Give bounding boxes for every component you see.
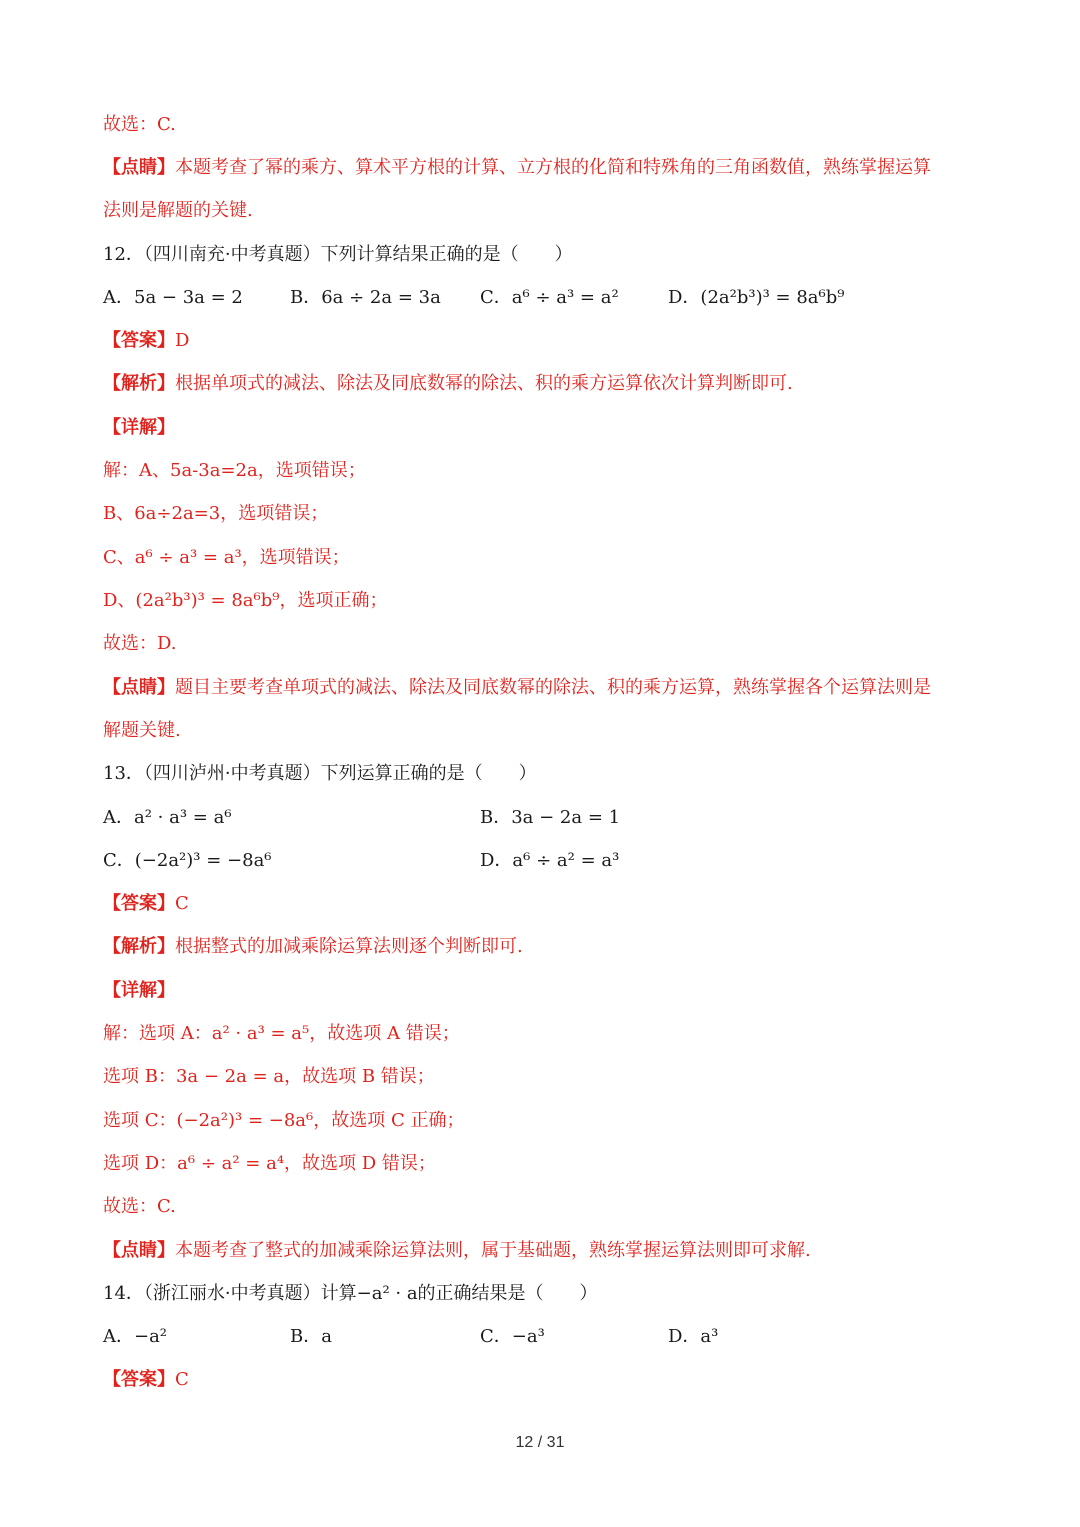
answer-value: C (175, 893, 189, 914)
q13-detail-2: 选项 B：3a − 2a = a，故选项 B 错误； (103, 1066, 435, 1087)
q12-option-b: B．6a ÷ 2a = 3a (290, 287, 441, 308)
q12-choice: 故选：D. (103, 633, 177, 654)
tip-tag: 【点睛】 (103, 157, 175, 178)
q12-detail-2: B、6a÷2a=3，选项错误； (103, 503, 329, 524)
answer-tag: 【答案】 (103, 1369, 175, 1390)
answer-tag: 【答案】 (103, 330, 175, 351)
q12-detail-4: D、(2a²b³)³ = 8a⁶b⁹，选项正确； (103, 590, 388, 611)
q13-detail-1: 解：选项 A：a² · a³ = a⁵，故选项 A 错误； (103, 1023, 460, 1044)
q14-answer (103, 1368, 189, 1392)
q12-tip-line1 (103, 676, 931, 700)
answer-tag: 【答案】 (103, 893, 175, 914)
q12-option-d: D．(2a²b³)³ = 8a⁶b⁹ (668, 287, 845, 308)
q13-stem: 13．（四川泸州·中考真题）下列运算正确的是（ ） (103, 763, 537, 784)
prev-tip-line2: 法则是解题的关键. (103, 200, 253, 221)
page-number: 12 / 31 (515, 1434, 565, 1451)
q13-analysis (103, 935, 523, 959)
answer-value: D (175, 330, 190, 351)
q13-option-d: D．a⁶ ÷ a² = a³ (480, 850, 620, 871)
tip-text: 本题考查了幂的乘方、算术平方根的计算、立方根的化简和特殊角的三角函数值，熟练掌握运算 (175, 157, 931, 178)
q13-option-a: A．a² · a³ = a⁶ (103, 807, 232, 828)
q14-option-d: D．a³ (668, 1326, 719, 1347)
tip-tag: 【点睛】 (103, 1240, 175, 1261)
q12-detail-1: 解：A、5a-3a=2a，选项错误； (103, 460, 366, 481)
tip-text: 本题考查了整式的加减乘除运算法则，属于基础题，熟练掌握运算法则即可求解. (175, 1240, 811, 1261)
q14-stem: 14．（浙江丽水·中考真题）计算−a² · a的正确结果是（ ） (103, 1283, 598, 1304)
q12-tip-line2: 解题关键. (103, 720, 181, 741)
q14-option-c: C．−a³ (480, 1326, 545, 1347)
q12-detail-tag: 【详解】 (103, 417, 175, 438)
prev-tip-line1 (103, 156, 931, 180)
q13-option-c: C．(−2a²)³ = −8a⁶ (103, 850, 272, 871)
analysis-tag: 【解析】 (103, 936, 175, 957)
q13-tip (103, 1239, 811, 1263)
analysis-text: 根据单项式的减法、除法及同底数幂的除法、积的乘方运算依次计算判断即可. (175, 373, 793, 394)
analysis-text: 根据整式的加减乘除运算法则逐个判断即可. (175, 936, 523, 957)
q12-answer (103, 329, 189, 353)
q13-detail-tag: 【详解】 (103, 980, 175, 1001)
q12-option-a: A．5a − 3a = 2 (103, 287, 243, 308)
q12-analysis (103, 372, 793, 396)
answer-value: C (175, 1369, 189, 1390)
tip-text: 题目主要考查单项式的减法、除法及同底数幂的除法、积的乘方运算，熟练掌握各个运算法则是 (175, 677, 931, 698)
q13-answer (103, 892, 189, 916)
q13-detail-4: 选项 D：a⁶ ÷ a² = a⁴，故选项 D 错误； (103, 1153, 436, 1174)
analysis-tag: 【解析】 (103, 373, 175, 394)
q14-option-a: A．−a² (103, 1326, 168, 1347)
q13-choice: 故选：C. (103, 1196, 176, 1217)
q12-detail-3: C、a⁶ ÷ a³ = a³，选项错误； (103, 547, 350, 568)
prev-choice: 故选：C. (103, 114, 176, 135)
q12-option-c: C．a⁶ ÷ a³ = a² (480, 287, 619, 308)
q12-stem: 12．（四川南充·中考真题）下列计算结果正确的是（ ） (103, 244, 573, 265)
q13-option-b: B．3a − 2a = 1 (480, 807, 621, 828)
tip-tag: 【点睛】 (103, 677, 175, 698)
q13-detail-3: 选项 C：(−2a²)³ = −8a⁶，故选项 C 正确； (103, 1110, 465, 1131)
q14-option-b: B．a (290, 1326, 332, 1347)
